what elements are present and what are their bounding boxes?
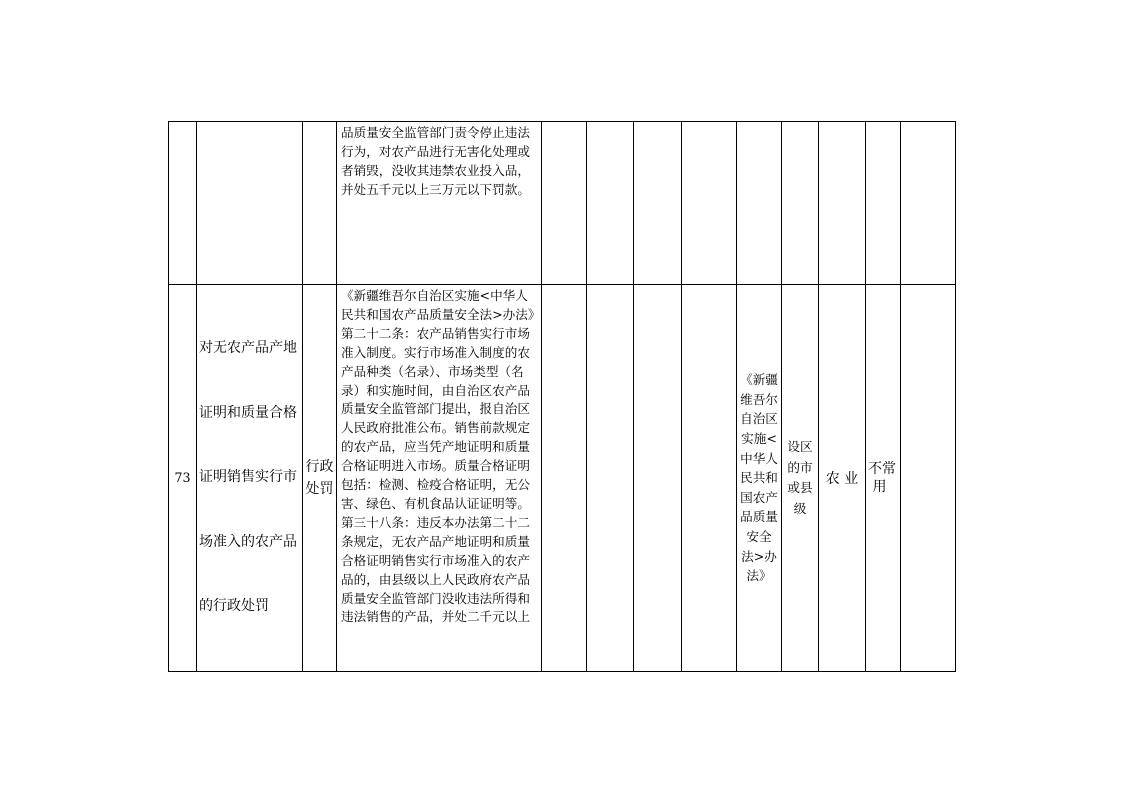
category-line: 行政 <box>305 459 334 475</box>
cell-empty <box>634 285 682 672</box>
cell-empty <box>542 122 587 285</box>
law-line: 法>办 <box>741 548 777 564</box>
law-line: 中华人 <box>740 450 778 466</box>
basis-line: 第三十八条：违反本办法第二十二 <box>341 514 530 530</box>
cell-empty <box>901 122 956 285</box>
frequency-line: 用 <box>868 479 887 495</box>
basis-line: 质量安全监管部门没收违法所得和 <box>341 590 530 606</box>
power-list-table <box>168 121 956 672</box>
cell-category <box>303 285 337 672</box>
item-name-line: 的行政处罚 <box>199 598 269 615</box>
cell-number <box>169 122 197 285</box>
cell-empty <box>901 285 956 672</box>
law-line: 安全 <box>746 528 772 544</box>
cell-level <box>782 122 819 285</box>
cell-number <box>169 285 197 672</box>
cell-legal-basis <box>337 122 542 285</box>
basis-line: 质量安全监管部门提出，报自治区 <box>341 401 530 417</box>
basis-line: 品的，由县级以上人民政府农产品 <box>341 571 530 587</box>
basis-line: 人民政府批准公布。销售前款规定 <box>341 420 530 436</box>
level-line: 级 <box>793 500 807 516</box>
item-number: 73 <box>174 469 191 485</box>
basis-line: 录）和实施时间，由自治区农产品 <box>341 382 530 398</box>
basis-line: 包括：检测、检疫合格证明，无公 <box>341 477 530 493</box>
cell-law <box>737 285 782 672</box>
basis-line: 合格证明进入市场。质量合格证明 <box>341 458 530 474</box>
cell-empty <box>634 122 682 285</box>
basis-line: 《新疆维吾尔自治区实施<中华人 <box>341 288 528 303</box>
cell-empty <box>542 285 587 672</box>
basis-line: 并处五千元以上三万元以下罚款。 <box>341 181 530 197</box>
cell-empty <box>682 122 737 285</box>
cell-frequency <box>866 285 901 672</box>
item-name-line: 证明销售实行市 <box>199 469 297 486</box>
law-line: 自治区 <box>740 411 778 427</box>
cell-frequency <box>866 122 901 285</box>
cell-department <box>819 285 866 672</box>
cell-item-name <box>197 285 303 672</box>
cell-empty <box>682 285 737 672</box>
table-row <box>169 285 956 672</box>
frequency-line: 不常 <box>868 461 896 477</box>
cell-department <box>819 122 866 285</box>
level-line: 的市 <box>787 459 813 475</box>
level-line: 设区 <box>787 439 813 454</box>
cell-empty <box>587 122 634 285</box>
table-row <box>169 122 956 285</box>
basis-line: 品质量安全监管部门责令停止违法 <box>341 125 530 140</box>
basis-line: 第二十二条：农产品销售实行市场 <box>341 325 530 341</box>
category-line: 处罚 <box>305 481 334 497</box>
basis-line: 准入制度。实行市场准入制度的农 <box>341 344 530 360</box>
law-line: 法》 <box>746 568 772 584</box>
basis-line: 者销毁，没收其违禁农业投入品， <box>341 162 530 178</box>
item-name-line: 对无农产品产地 <box>199 340 297 357</box>
cell-legal-basis <box>337 285 542 672</box>
basis-line: 民共和国农产品质量安全法>办法》 <box>341 306 541 322</box>
item-name-line: 场准入的农产品 <box>199 533 297 550</box>
cell-category <box>303 122 337 285</box>
law-line: 《新疆 <box>740 372 778 388</box>
basis-line: 的农产品，应当凭产地证明和质量 <box>341 439 530 455</box>
basis-line: 行为，对农产品进行无害化处理或 <box>341 143 530 159</box>
cell-law <box>737 122 782 285</box>
law-line: 国农产 <box>740 489 778 505</box>
law-line: 维吾尔 <box>740 391 778 407</box>
basis-line: 合格证明销售实行市场准入的农产 <box>341 552 530 568</box>
law-line: 实施< <box>741 431 777 447</box>
basis-line: 害、绿色、有机食品认证证明等。 <box>341 495 530 511</box>
basis-line: 产品种类（名录）、市场类型（名 <box>341 363 524 379</box>
department-label: 农 业 <box>825 471 859 487</box>
level-line: 或县 <box>787 480 813 495</box>
cell-empty <box>587 285 634 672</box>
item-name-line: 证明和质量合格 <box>199 404 297 421</box>
cell-level <box>782 285 819 672</box>
basis-line: 条规定，无农产品产地证明和质量 <box>341 533 530 549</box>
law-line: 品质量 <box>740 509 778 525</box>
basis-line: 违法销售的产品，并处二千元以上 <box>341 609 530 625</box>
law-line: 民共和 <box>740 470 778 486</box>
cell-item-name <box>197 122 303 285</box>
